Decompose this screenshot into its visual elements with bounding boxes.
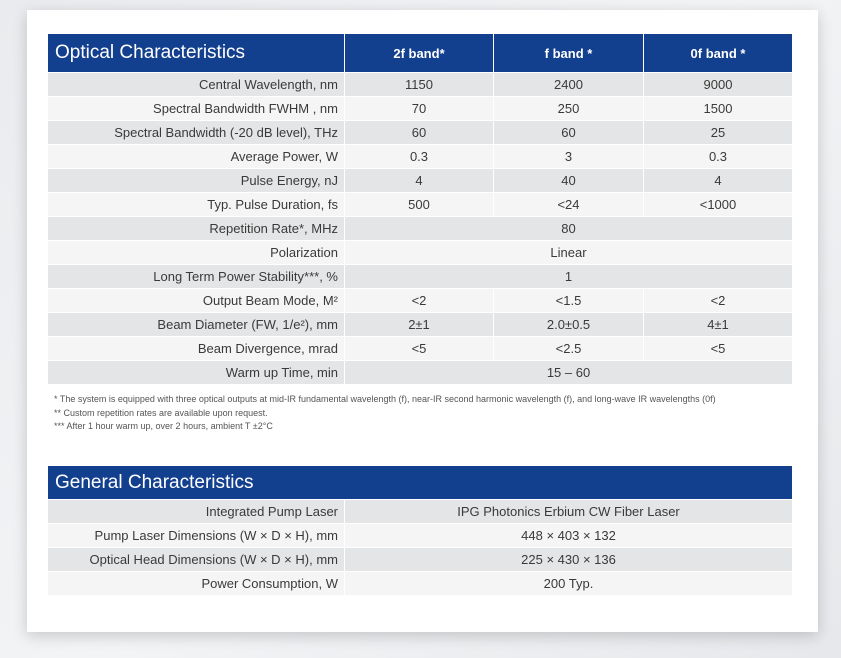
param-label: Central Wavelength, nm	[48, 72, 344, 96]
value-cell: <5	[643, 336, 792, 360]
param-label: Spectral Bandwidth (-20 dB level), THz	[48, 120, 344, 144]
param-label: Beam Diameter (FW, 1/e²), mm	[48, 312, 344, 336]
value-cell: 40	[493, 168, 643, 192]
table-row	[48, 192, 792, 216]
value-cell: 15 – 60	[344, 360, 792, 384]
general-title: General Characteristics	[48, 466, 792, 499]
param-label: Warm up Time, min	[48, 360, 344, 384]
value-cell: <24	[493, 192, 643, 216]
table-row	[48, 336, 792, 360]
param-label: Output Beam Mode, M²	[48, 288, 344, 312]
table-row	[48, 216, 792, 240]
value-cell: 448 × 403 × 132	[344, 523, 792, 547]
value-cell: IPG Photonics Erbium CW Fiber Laser	[344, 499, 792, 523]
column-header-2f-band: 2f band*	[344, 34, 493, 72]
value-cell: 25	[643, 120, 792, 144]
value-cell: 4	[344, 168, 493, 192]
param-label: Repetition Rate*, MHz	[48, 216, 344, 240]
value-cell: 1150	[344, 72, 493, 96]
table-row	[48, 120, 792, 144]
table-row	[48, 571, 792, 595]
footnote: *** After 1 hour warm up, over 2 hours, ambient T ±2°C	[54, 421, 273, 431]
table-row	[48, 144, 792, 168]
value-cell: 60	[344, 120, 493, 144]
value-cell: Linear	[344, 240, 792, 264]
footnotes	[54, 393, 784, 434]
value-cell: <5	[344, 336, 493, 360]
table-row	[48, 499, 792, 523]
optical-header-row	[48, 34, 792, 72]
value-cell: 225 × 430 × 136	[344, 547, 792, 571]
value-cell: <2.5	[493, 336, 643, 360]
optical-title: Optical Characteristics	[48, 34, 344, 72]
param-label: Typ. Pulse Duration, fs	[48, 192, 344, 216]
param-label: Power Consumption, W	[48, 571, 344, 595]
value-cell: 500	[344, 192, 493, 216]
value-cell: 2400	[493, 72, 643, 96]
column-header-0f-band: 0f band *	[643, 34, 792, 72]
footnote: * The system is equipped with three optical outputs at mid-IR fundamental wavelength (f), near-IR second harmonic wavelength (f), and long-wave IR wavelengths (0f)	[54, 394, 716, 404]
value-cell: 1500	[643, 96, 792, 120]
param-label: Long Term Power Stability***, %	[48, 264, 344, 288]
table-row	[48, 288, 792, 312]
table-row	[48, 523, 792, 547]
param-label: Pulse Energy, nJ	[48, 168, 344, 192]
value-cell: 9000	[643, 72, 792, 96]
value-cell: 200 Typ.	[344, 571, 792, 595]
value-cell: 70	[344, 96, 493, 120]
spec-card	[27, 10, 818, 632]
param-label: Beam Divergence, mrad	[48, 336, 344, 360]
param-label: Average Power, W	[48, 144, 344, 168]
value-cell: 80	[344, 216, 792, 240]
value-cell: 0.3	[344, 144, 493, 168]
table-row	[48, 240, 792, 264]
table-row	[48, 96, 792, 120]
table-row	[48, 360, 792, 384]
param-label: Integrated Pump Laser	[48, 499, 344, 523]
param-label: Pump Laser Dimensions (W × D × H), mm	[48, 523, 344, 547]
value-cell: 4±1	[643, 312, 792, 336]
value-cell: 250	[493, 96, 643, 120]
param-label: Optical Head Dimensions (W × D × H), mm	[48, 547, 344, 571]
value-cell: 0.3	[643, 144, 792, 168]
value-cell: <2	[344, 288, 493, 312]
value-cell: <2	[643, 288, 792, 312]
value-cell: 3	[493, 144, 643, 168]
param-label: Polarization	[48, 240, 344, 264]
value-cell: 2.0±0.5	[493, 312, 643, 336]
value-cell: <1000	[643, 192, 792, 216]
param-label: Spectral Bandwidth FWHM , nm	[48, 96, 344, 120]
table-row	[48, 72, 792, 96]
optical-characteristics-table	[48, 34, 792, 384]
footnote: ** Custom repetition rates are available upon request.	[54, 407, 268, 418]
value-cell: 4	[643, 168, 792, 192]
general-header-row	[48, 466, 792, 499]
value-cell: 60	[493, 120, 643, 144]
table-row	[48, 168, 792, 192]
table-row	[48, 312, 792, 336]
table-row	[48, 547, 792, 571]
general-characteristics-table	[48, 466, 792, 595]
value-cell: <1.5	[493, 288, 643, 312]
column-header-f-band: f band *	[493, 34, 643, 72]
value-cell: 1	[344, 264, 792, 288]
value-cell: 2±1	[344, 312, 493, 336]
table-row	[48, 264, 792, 288]
